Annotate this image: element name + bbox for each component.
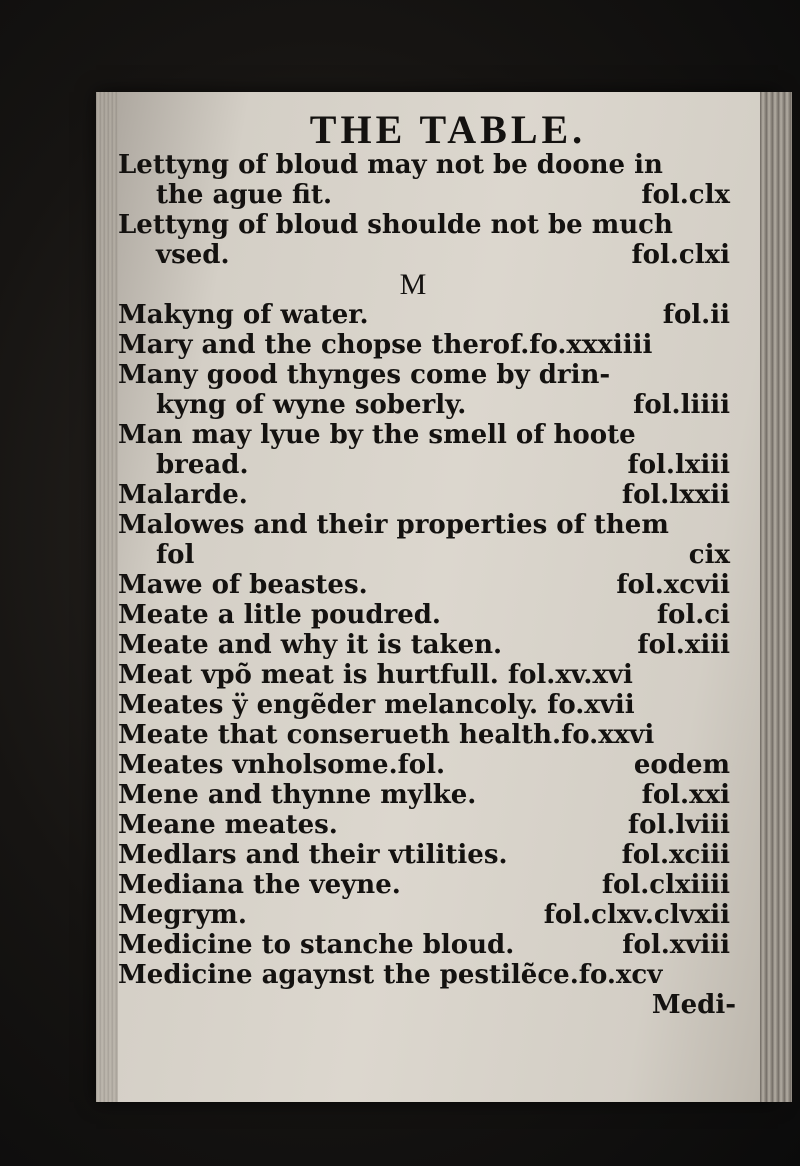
entry-reference: eodem (633, 750, 730, 780)
entry-name: Makyng of water. (118, 300, 369, 330)
entry-reference: fol.clxiiii (601, 870, 730, 900)
section-letter: M (399, 268, 427, 301)
entry-name: Meate and why it is taken. (118, 630, 503, 660)
index-entry (118, 840, 748, 870)
entry-reference: fol.clxv.clvxii (543, 900, 730, 930)
page-edges (760, 92, 792, 1102)
entry-name: Mawe of beastes. (118, 570, 368, 600)
entry-reference: fol.liiii (633, 390, 730, 420)
entry-reference: cix (688, 540, 730, 570)
index-entry (118, 780, 748, 810)
index-entry (118, 480, 748, 510)
index-entry (118, 570, 748, 600)
entry-name: Meane meates. (118, 810, 338, 840)
entry-name: Many good thynges come by drin- (118, 360, 611, 390)
entry-name: the ague fit. (156, 180, 332, 210)
entry-name: Meates vnholsome.fol. (118, 750, 446, 780)
index-entry (118, 900, 748, 930)
index-entry (118, 660, 748, 690)
index-entry (118, 330, 748, 360)
page-header: THE TABLE. (309, 107, 587, 152)
index-entry (118, 600, 748, 630)
entry-name: Meat vpõ meat is hurtfull. fol.xv.xvi (118, 660, 633, 690)
index-entry (118, 690, 748, 720)
entry-reference: fol.lviii (627, 810, 730, 840)
entry-name: Megrym. (118, 900, 247, 930)
entry-name: Mediana the veyne. (118, 870, 401, 900)
entry-name: Lettyng of bloud shoulde not be much (118, 210, 673, 240)
entry-name: Mary and the chopse therof.fo.xxxiiii (118, 330, 653, 360)
catchword: Medi- (651, 990, 736, 1020)
index-entry (118, 930, 748, 960)
entry-name: Meate a litle poudred. (118, 600, 441, 630)
index-entry (118, 300, 748, 330)
entry-reference: fol.ci (656, 600, 730, 630)
index-entry (118, 180, 748, 210)
index-entry (118, 630, 748, 660)
index-entry (118, 420, 748, 450)
entry-name: kyng of wyne soberly. (156, 390, 467, 420)
entry-name: Malarde. (118, 480, 248, 510)
entry-name: Man may lyue by the smell of hoote (118, 420, 636, 450)
entry-name: bread. (156, 450, 249, 480)
page-gutter (96, 92, 118, 1102)
entry-name: Meates ÿ engẽder melancoly. fo.xvii (118, 690, 635, 720)
entry-name: Meate that conserueth health.fo.xxvi (118, 720, 655, 750)
index-entry (118, 210, 748, 240)
index-entry (118, 390, 748, 420)
entry-reference: fol.xcvii (616, 570, 730, 600)
entry-reference: fol.lxiii (627, 450, 730, 480)
index-entry (118, 510, 748, 540)
index-entry (118, 720, 748, 750)
entries-list (118, 300, 748, 990)
entry-reference: fol.xiii (637, 630, 730, 660)
entry-name: Medicine agaynst the pestilẽce.fo.xcv (118, 960, 663, 990)
entry-name: Mene and thynne mylke. (118, 780, 477, 810)
entry-name: Medicine to stanche bloud. (118, 930, 515, 960)
index-entry (118, 360, 748, 390)
index-entry (118, 540, 748, 570)
table-text (118, 96, 748, 1020)
entry-name: Malowes and their properties of them (118, 510, 669, 540)
index-entry (118, 150, 748, 180)
index-entry (118, 750, 748, 780)
entry-reference: fol.xviii (622, 930, 730, 960)
entry-reference: fol.lxxii (621, 480, 730, 510)
entry-reference: fol.clxi (631, 240, 730, 270)
entries-before (118, 150, 748, 270)
entry-name: fol (156, 540, 195, 570)
entry-reference: fol.ii (662, 300, 730, 330)
index-entry (118, 870, 748, 900)
index-entry (118, 810, 748, 840)
entry-reference: fol.xciii (621, 840, 730, 870)
entry-name: Medlars and their vtilities. (118, 840, 508, 870)
entry-name: vsed. (156, 240, 230, 270)
entry-reference: fol.xxi (641, 780, 730, 810)
index-entry (118, 960, 748, 990)
entry-reference: fol.clx (641, 180, 730, 210)
index-entry (118, 450, 748, 480)
index-entry (118, 240, 748, 270)
entry-name: Lettyng of bloud may not be doone in (118, 150, 663, 180)
